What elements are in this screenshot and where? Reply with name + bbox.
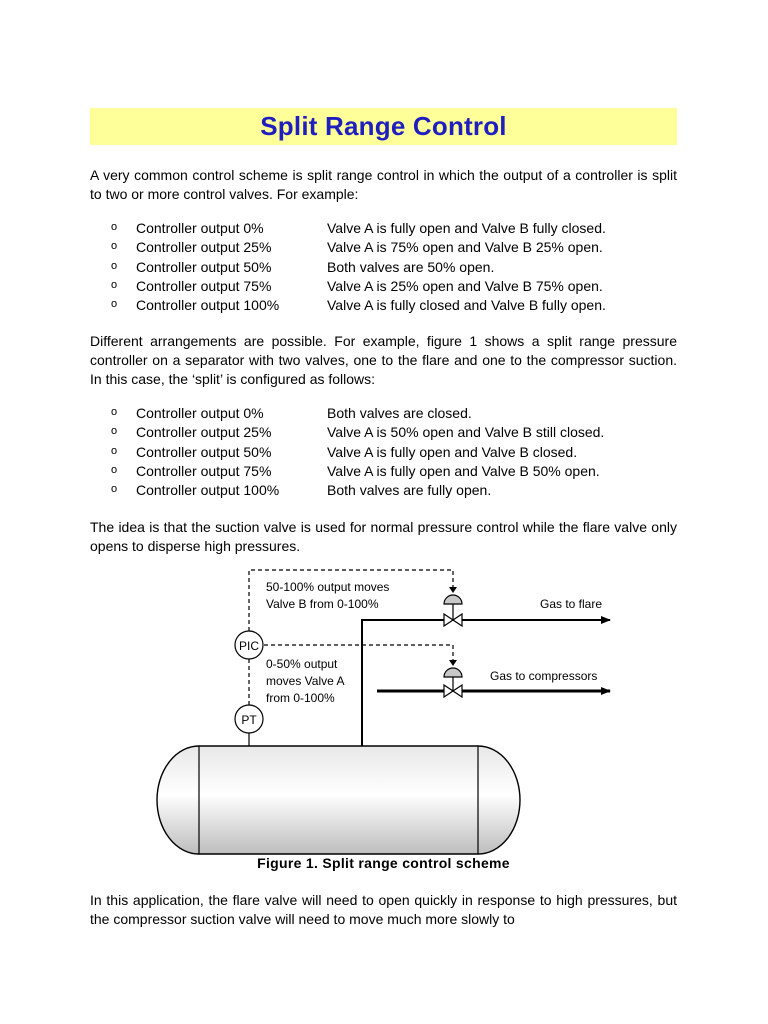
arrangement-paragraph: Different arrangements are possible. For example, figure 1 shows a split range pressure controller on a separator with two valves, one to the flare and one to the compressor suction. In this case, the ‘split’ is configured as follows: [90,333,677,387]
bullet-icon: o [111,259,118,272]
list-item: o Controller output 50% Valve A is fully open and Valve B closed. [111,443,578,460]
bullet-icon: o [111,240,118,253]
process-piping [362,620,610,746]
note-valve-a-line2: moves Valve A [266,674,345,688]
bullet-icon: o [111,278,118,291]
list-item: o Controller output 100% Valve A is fully closed and Valve B fully open. [111,297,606,314]
list-item: o Controller output 25% Valve A is 75% open and Valve B 25% open. [111,239,603,256]
list-item: o Controller output 100% Both valves are fully open. [111,482,492,499]
figure-caption: Figure 1. Split range control scheme [257,855,510,871]
bullet-icon: o [111,444,118,457]
gas-to-flare-label: Gas to flare [540,597,603,611]
separator-vessel-icon [157,746,520,854]
list-item: o Controller output 25% Valve A is 50% open and Valve B still closed. [111,424,605,441]
signal-arrow-b [449,587,457,593]
bullet-icon: o [111,463,118,476]
valve-b-icon [444,595,462,626]
valve-a-icon [444,668,462,697]
idea-paragraph: The idea is that the suction valve is used for normal pressure control while the flare valve only opens to disperse high pressures. [90,519,677,554]
signal-arrow-a [449,660,457,666]
note-valve-a-line3: from 0-100% [266,691,335,705]
pic-label: PIC [238,639,260,653]
note-valve-a-line1: 0-50% output [266,657,338,671]
application-paragraph: In this application, the flare valve will need to open quickly in response to high pressures, but the compressor suction valve will need to move much more slowly to [90,892,677,927]
pt-label: PT [241,713,257,727]
bullet-icon: o [111,298,118,311]
pt-instrument [235,705,263,733]
note-valve-b-line1: 50-100% output moves [266,580,390,594]
bullet-icon: o [111,425,118,438]
list-item: o Controller output 0% Valve A is fully open and Valve B fully closed. [111,220,606,236]
list-item: o Controller output 75% Valve A is 25% open and Valve B 75% open. [111,277,603,294]
list-item: o Controller output 50% Both valves are 50% open. [111,258,495,275]
bullet-icon: o [111,406,118,418]
gas-to-compressors-label: Gas to compressors [490,669,598,683]
intro-paragraph: A very common control scheme is split range control in which the output of a controller is split to two or more control valves. For example: [90,167,677,202]
list-item: o Controller output 75% Valve A is fully open and Valve B 50% open. [111,462,600,479]
bullet-icon: o [111,483,118,496]
note-valve-b-line2: Valve B from 0-100% [266,597,379,611]
bullet-icon: o [111,221,118,233]
vertical-gas-pipe [362,620,444,746]
page-title: Split Range Control [260,111,507,141]
list-item: o Controller output 0% Both valves are closed. [111,405,472,421]
pic-instrument [235,631,263,659]
